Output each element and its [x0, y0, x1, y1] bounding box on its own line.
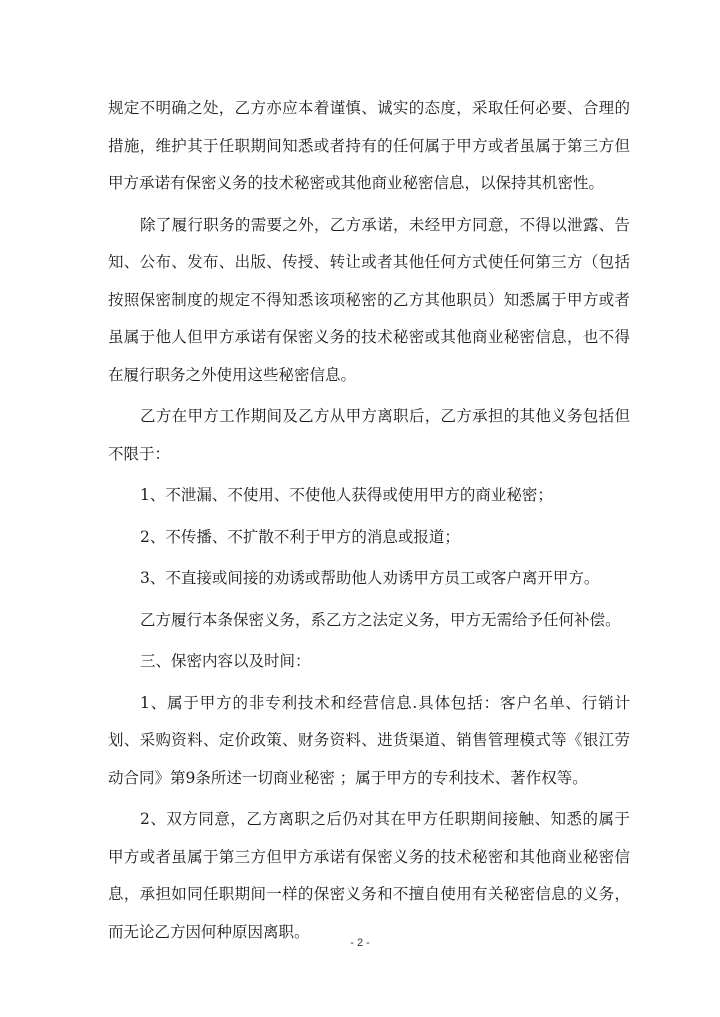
- paragraph-4: 乙方履行本条保密义务，系乙方之法定义务，甲方无需给予任何补偿。: [140, 610, 621, 629]
- paragraph-1: 规定不明确之处，乙方亦应本着谨慎、诚实的态度，采取任何必要、合理的措施，维护其于任职期间知悉或者持有的任何属于甲方或者虽属于第三方但甲方承诺有保密义务的技术秘密或其他商业秘密信息，以保持其机密性。: [108, 99, 630, 192]
- section-heading: 三、保密内容以及时间：: [140, 652, 311, 670]
- paragraph-2: 除了履行职务的需要之外，乙方承诺，未经甲方同意，不得以泄露、告知、公布、发布、出版、传授、转让或者其他任何方式使任何第三方（包括按照保密制度的规定不得知悉该项秘密的乙方其他职员）知悉属于甲方或者虽属于他人但甲方承诺有保密义务的技术秘密或其他商业秘密信息，也不得在履行职务之外使用这些秘密信息。: [108, 215, 630, 384]
- document-body: [108, 90, 630, 951]
- list-item-1: 1、不泄漏、不使用、不使他人获得或使用甲方的商业秘密；: [140, 486, 553, 504]
- paragraph-6: 2、双方同意，乙方离职之后仍对其在甲方任职期间接触、知悉的属于甲方或者虽属于第三方但甲方承诺有保密义务的技术秘密和其他商业秘密信息，承担如同任职期间一样的保密义务和不擅自使用有关秘密信息的义务，而无论乙方因何种原因离职。: [108, 810, 630, 941]
- paragraph-3: 乙方在甲方工作期间及乙方从甲方离职后，乙方承担的其他义务包括但不限于：: [108, 407, 630, 463]
- page-number: - 2 -: [350, 937, 370, 949]
- paragraph-5: 1、属于甲方的非专利技术和经营信息.具体包括：客户名单、行销计划、采购资料、定价政策、财务资料、进货渠道、销售管理模式等《银江劳动合同》第9条所述一切商业秘密 ；属于甲方的专利技术、著作权等。: [108, 693, 630, 787]
- list-item-2: 2、不传播、不扩散不利于甲方的消息或报道；: [140, 527, 460, 546]
- list-item-3: 3、不直接或间接的劝诱或帮助他人劝诱甲方员工或客户离开甲方。: [140, 569, 600, 587]
